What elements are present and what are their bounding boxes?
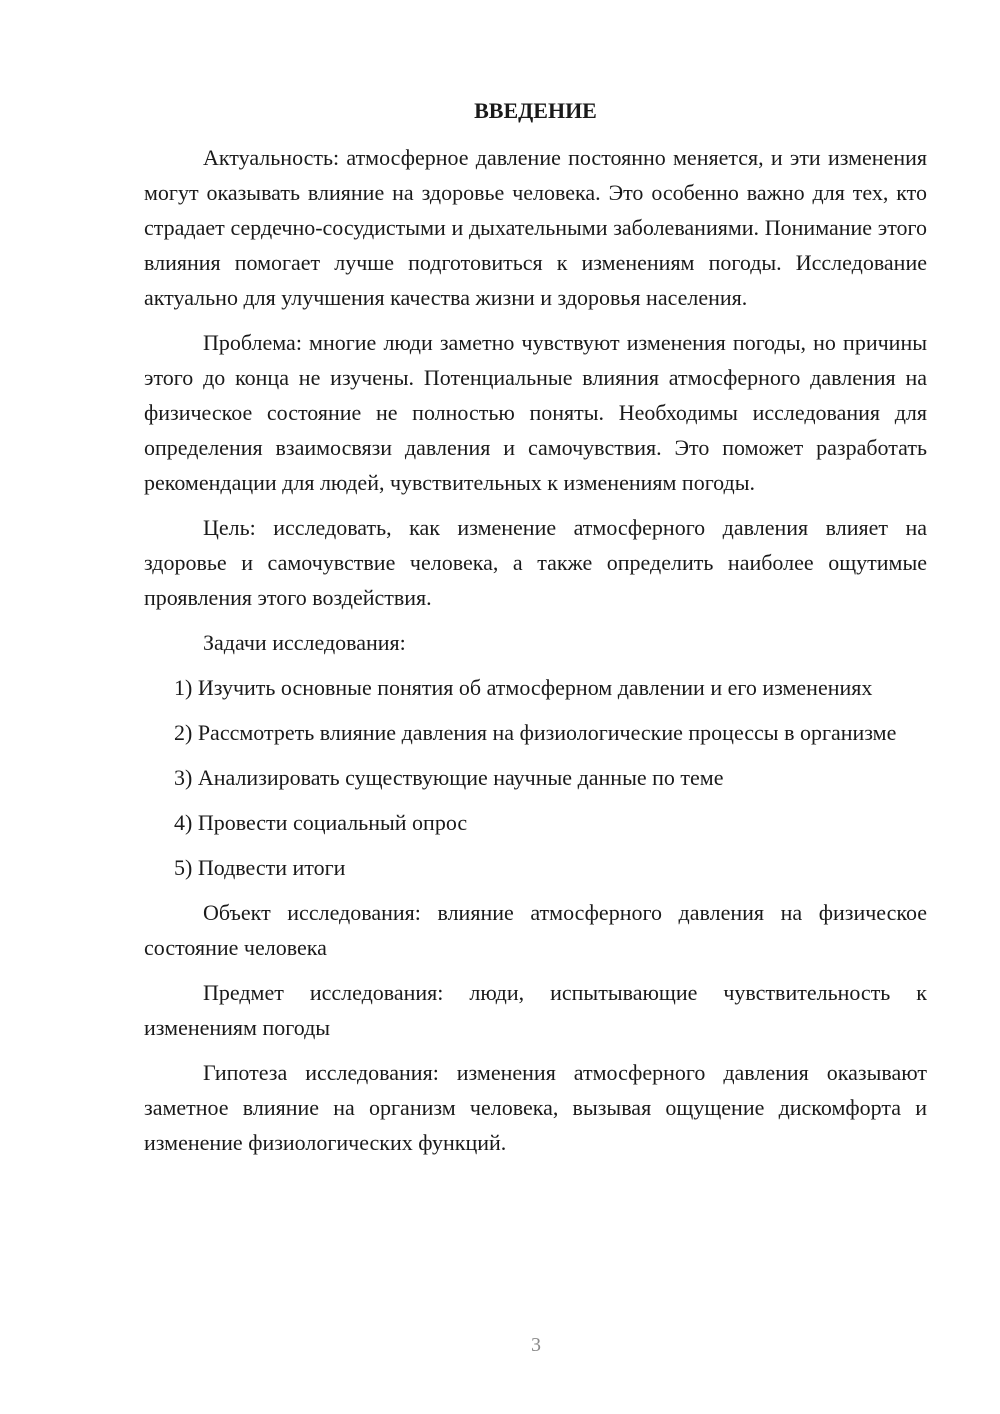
document-page (144, 96, 927, 1170)
subject-paragraph: Предмет исследования: люди, испытывающие чувствительность к изменениям погоды (144, 980, 927, 1040)
relevance-paragraph: Актуальность: атмосферное давление постоянно меняется, и эти изменения могут оказывать влияние на здоровье человека. Это особенно важно для тех, кто страдает сердечно-сосудистыми и дыхательными заболеваниями. Понимание этого влияния помогает лучше подготовиться к изменениям погоды. Исследование актуально для улучшения качества жизни и здоровья населения. (144, 145, 927, 310)
goal-paragraph: Цель: исследовать, как изменение атмосферного давления влияет на здоровье и самочувствие человека, а также определить наиболее ощутимые проявления этого воздействия. (144, 515, 927, 610)
object-paragraph: Объект исследования: влияние атмосферного давления на физическое состояние человека (144, 900, 927, 960)
task-item: 1) Изучить основные понятия об атмосферном давлении и его изменениях (174, 675, 873, 700)
hypothesis-paragraph: Гипотеза исследования: изменения атмосферного давления оказывают заметное влияние на организм человека, вызывая ощущение дискомфорта и изменение физиологических функций. (144, 1060, 927, 1155)
problem-paragraph: Проблема: многие люди заметно чувствуют изменения погоды, но причины этого до конца не изучены. Потенциальные влияния атмосферного давления на физическое состояние не полностью поняты. Необходимы исследования для определения взаимосвязи давления и самочувствия. Это поможет разработать рекомендации для людей, чувствительных к изменениям погоды. (144, 330, 927, 495)
tasks-title: Задачи исследования: (203, 630, 406, 655)
task-item: 2) Рассмотреть влияние давления на физиологические процессы в организме (174, 720, 897, 745)
section-heading: ВВЕДЕНИЕ (474, 98, 597, 123)
page-number: 3 (531, 1334, 541, 1356)
task-item: 5) Подвести итоги (174, 855, 346, 880)
task-item: 4) Провести социальный опрос (174, 810, 468, 835)
task-item: 3) Анализировать существующие научные данные по теме (174, 765, 724, 790)
